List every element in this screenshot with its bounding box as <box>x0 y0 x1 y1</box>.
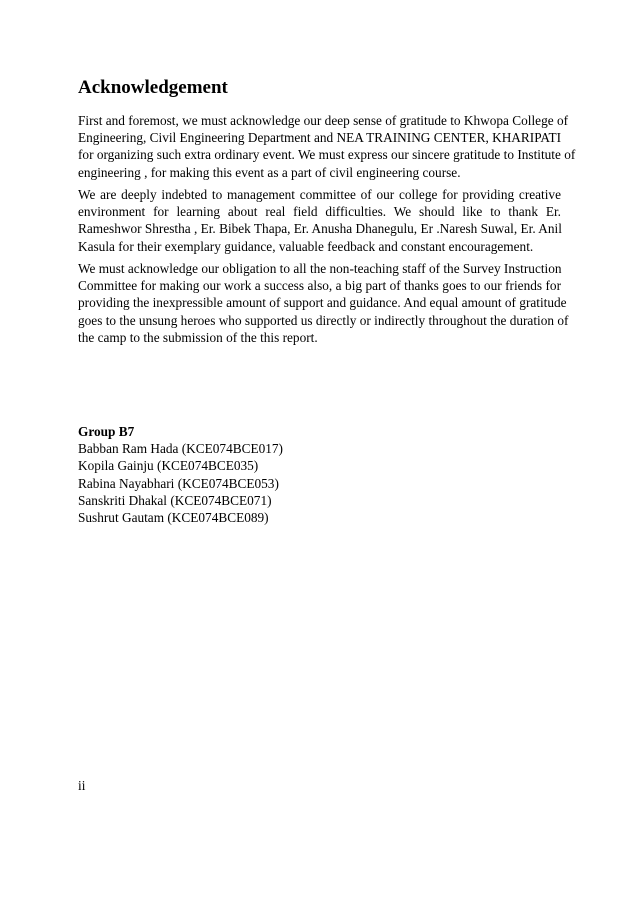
paragraph-line: Engineering, Civil Engineering Department and NEA TRAINING CENTER, KHARIPATI <box>78 130 562 146</box>
paragraph-line: the camp to the submission of the this report. <box>78 329 318 345</box>
paragraph-line: engineering , for making this event as a part of civil engineering course. <box>78 164 461 180</box>
group-title: Group B7 <box>78 424 135 439</box>
group-member: Sushrut Gautam (KCE074BCE089) <box>78 510 269 526</box>
paragraph-line: Kasula for their exemplary guidance, valuable feedback and constant encouragement. <box>78 238 534 254</box>
group-member: Rabina Nayabhari (KCE074BCE053) <box>78 475 279 491</box>
paragraph-3 <box>78 260 569 346</box>
group-member: Sanskriti Dhakal (KCE074BCE071) <box>78 492 272 508</box>
paragraph-line: We must acknowledge our obligation to all the non-teaching staff of the Survey Instruction <box>78 261 562 276</box>
paragraph-line: Rameshwor Shrestha , Er. Bibek Thapa, Er. Anusha Dhanegulu, Er .Naresh Suwal, Er. Anil <box>78 221 562 237</box>
paragraph-line: providing the inexpressible amount of support and guidance. And equal amount of gratitude <box>78 295 567 311</box>
paragraph-1 <box>78 112 576 181</box>
paragraph-line: environment for learning about real field difficulties. We should like to thank Er. <box>78 204 561 220</box>
paragraph-line: Committee for making our work a success also, a big part of thanks goes to our friends for <box>78 278 561 294</box>
paragraph-line: We are deeply indebted to management committee of our college for providing creative <box>78 187 561 202</box>
group-member: Kopila Gainju (KCE074BCE035) <box>78 458 259 474</box>
paragraph-line: for organizing such extra ordinary event. We must express our sincere gratitude to Institute of <box>78 147 576 163</box>
page-title: Acknowledgement <box>78 77 228 98</box>
paragraph-line: First and foremost, we must acknowledge our deep sense of gratitude to Khwopa College of <box>78 113 569 128</box>
page-number: ii <box>78 778 86 793</box>
group-members-block <box>78 423 283 526</box>
group-member: Babban Ram Hada (KCE074BCE017) <box>78 441 283 457</box>
paragraph-line: goes to the unsung heroes who supported us directly or indirectly throughout the duration of <box>78 312 569 328</box>
paragraph-2 <box>78 186 561 255</box>
